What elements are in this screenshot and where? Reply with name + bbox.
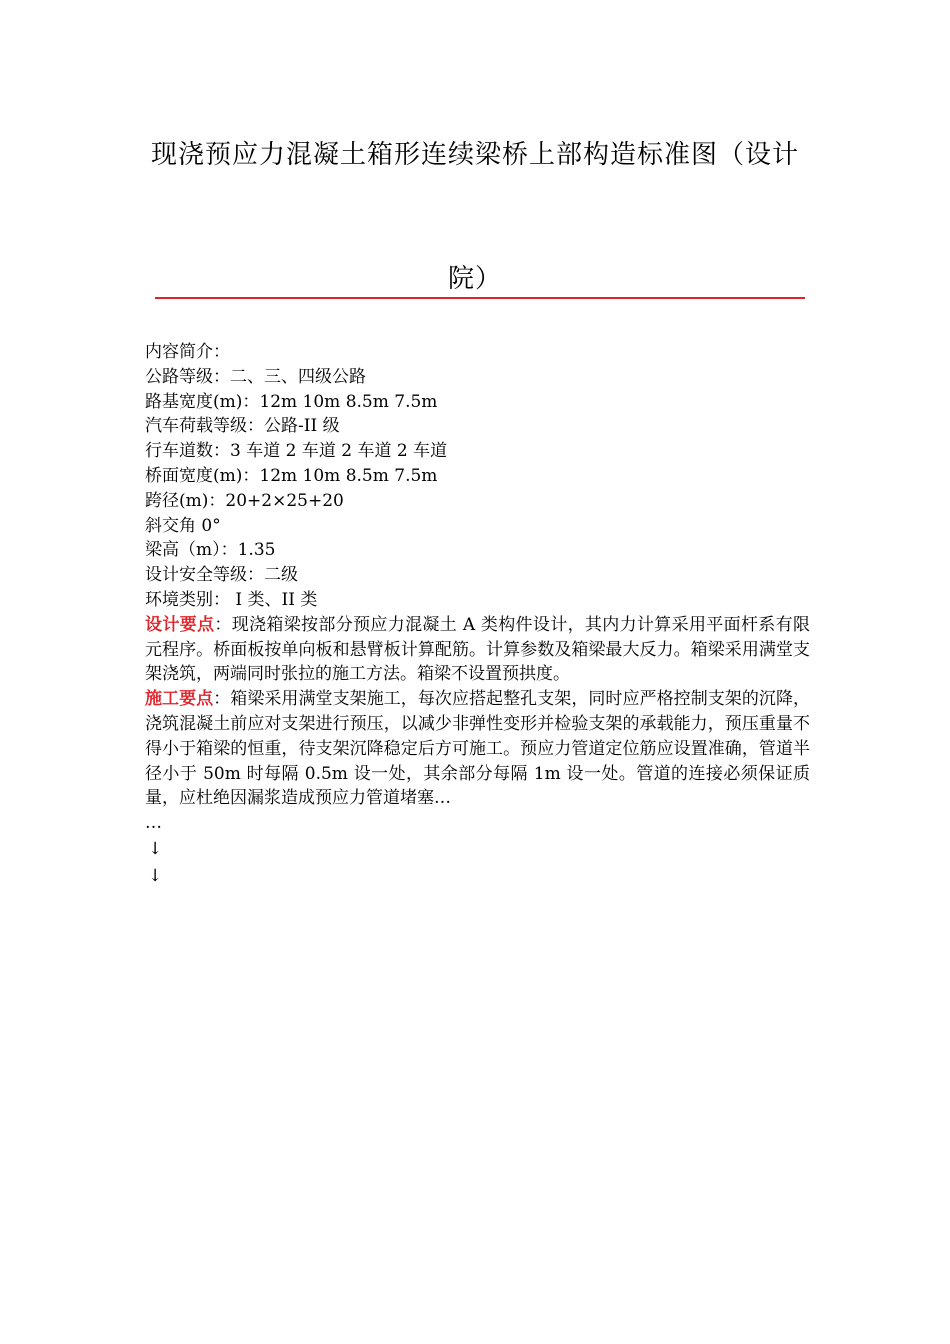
spec-span: 跨径(m)：20+2×25+20: [145, 490, 344, 511]
summary-heading: 内容简介：: [145, 342, 230, 362]
continuation-ellipsis: …: [145, 813, 162, 834]
content-body: [145, 340, 810, 890]
down-arrow-icon: ↓: [148, 838, 163, 859]
page-title-line-1: 现浇预应力混凝土箱形连续梁桥上部构造标准图（设计: [150, 140, 799, 170]
spec-environment-class: 环境类别： I 类、II 类: [145, 589, 318, 610]
construction-points-paragraph: [145, 687, 810, 811]
spec-safety-grade: 设计安全等级：二级: [145, 565, 298, 586]
spec-roadbed-width: 路基宽度(m)：12m 10m 8.5m 7.5m: [145, 391, 438, 412]
construction-points-label: 施工要点: [145, 689, 214, 710]
spec-deck-width: 桥面宽度(m)：12m 10m 8.5m 7.5m: [145, 465, 438, 486]
spec-lanes: 行车道数：3 车道 2 车道 2 车道 2 车道: [145, 441, 448, 462]
spec-road-grade: 公路等级：二、三、四级公路: [145, 366, 366, 387]
spec-vehicle-load: 汽车荷载等级：公路-II 级: [145, 416, 340, 437]
spec-skew-angle: 斜交角 0°: [145, 515, 221, 536]
title-underline-rule: [155, 297, 805, 299]
design-points-text: ：现浇箱梁按部分预应力混凝土 A 类构件设计，其内力计算采用平面杆系有限元程序。桥面板按单向板和悬臂板计算配筋。计算参数及箱梁最大反力。箱梁采用满堂支架浇筑，两端同时张拉的施工方法。箱梁不设置预拱度。: [145, 614, 810, 685]
design-points-paragraph: [145, 613, 810, 687]
spec-girder-height: 梁高（m）：1.35: [145, 540, 276, 561]
page-title-line-2: 院）: [447, 264, 502, 294]
construction-points-text: ：箱梁采用满堂支架施工，每次应搭起整孔支架，同时应严格控制支架的沉降，浇筑混凝土前应对支架进行预压，以减少非弹性变形并检验支架的承载能力，预压重量不得小于箱梁的恒重，待支架沉降稳定后方可施工。预应力管道定位筋应设置准确，管道半径小于 50m 时每隔 0.5m 设一处，其余部分每隔 1m 设一处。管道的连接必须保证质量，应杜绝因漏浆造成预应力管道堵塞…: [145, 689, 811, 809]
down-arrow-icon: ↓: [148, 865, 163, 886]
design-points-label: 设计要点: [145, 614, 215, 635]
